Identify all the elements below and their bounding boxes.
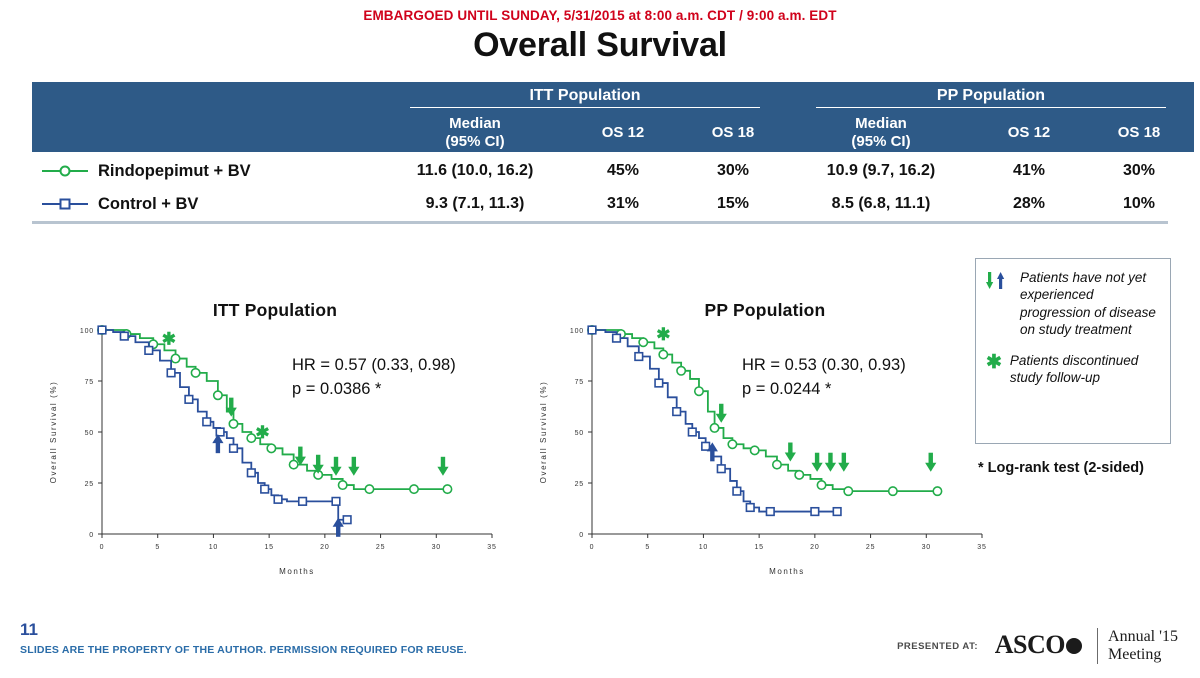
presented-at-label: PRESENTED AT: xyxy=(897,641,978,652)
chart-pp-title: PP Population xyxy=(704,300,826,320)
header-itt-population xyxy=(382,82,788,113)
row-label-text: Rindopepimut + BV xyxy=(98,161,251,180)
svg-text:30: 30 xyxy=(921,544,931,551)
svg-text:100: 100 xyxy=(79,328,94,335)
header-pp-os12: OS 12 xyxy=(974,113,1084,152)
svg-text:15: 15 xyxy=(754,544,764,551)
chart-itt-title: ITT Population xyxy=(212,300,338,320)
chart-pp-svg xyxy=(530,292,1000,592)
svg-text:✱: ✱ xyxy=(255,423,270,443)
svg-text:Months: Months xyxy=(279,567,315,576)
header-pp-os18: OS 18 xyxy=(1084,113,1194,152)
header-pp-median xyxy=(788,113,974,152)
svg-text:5: 5 xyxy=(155,544,161,551)
chart-pp-pvalue: p = 0.0244 * xyxy=(742,379,832,398)
svg-text:20: 20 xyxy=(810,544,820,551)
svg-text:25: 25 xyxy=(865,544,876,551)
row-label-control xyxy=(32,188,382,221)
annual-meeting-line2: Meeting xyxy=(1108,645,1162,663)
header-itt-median xyxy=(382,113,568,152)
svg-text:25: 25 xyxy=(574,481,584,488)
cell-itt-os18: 30% xyxy=(678,152,788,188)
cell-itt-os12: 45% xyxy=(568,152,678,188)
header-blank-2 xyxy=(32,113,382,152)
chart-pp-stats xyxy=(742,354,906,402)
annual-meeting-logo xyxy=(1097,628,1178,664)
legend-row-discontinued xyxy=(986,352,1160,387)
chart-itt-population xyxy=(40,292,510,592)
header-pp-label: PP Population xyxy=(936,87,1046,104)
table-row xyxy=(32,152,1194,188)
legend-marker-square-blue-icon xyxy=(42,196,88,212)
star-icon: ✱ xyxy=(986,352,1002,374)
svg-text:0: 0 xyxy=(89,532,94,539)
legend-text-progression: Patients have not yet experienced progression of disease on study treatment xyxy=(1020,270,1156,337)
header-itt-median-line2: (95% CI) xyxy=(445,132,505,150)
cell-pp-os18: 30% xyxy=(1084,152,1194,188)
legend-marker-circle-green-icon xyxy=(42,163,88,179)
header-blank xyxy=(32,82,382,113)
cell-pp-os12: 41% xyxy=(974,152,1084,188)
cell-pp-median: 10.9 (9.7, 16.2) xyxy=(788,152,974,188)
chart-itt-hr: HR = 0.57 (0.33, 0.98) xyxy=(292,356,456,374)
legend-row-progression xyxy=(986,269,1160,338)
os-summary-table xyxy=(32,82,1168,224)
cell-itt-median: 9.3 (7.1, 11.3) xyxy=(382,188,568,221)
svg-text:10: 10 xyxy=(208,544,219,551)
table-sub-header-row xyxy=(32,113,1194,152)
svg-text:Overall Survival (%): Overall Survival (%) xyxy=(539,380,548,484)
header-pp-median-line2: (95% CI) xyxy=(851,132,911,150)
svg-text:5: 5 xyxy=(645,544,651,551)
svg-text:✱: ✱ xyxy=(656,325,671,345)
globe-icon xyxy=(1066,638,1082,654)
slide-number: 11 xyxy=(20,620,38,639)
svg-text:30: 30 xyxy=(431,544,441,551)
header-itt-os12: OS 12 xyxy=(568,113,678,152)
svg-text:100: 100 xyxy=(569,328,584,335)
svg-text:35: 35 xyxy=(487,544,497,551)
table-bottom-divider xyxy=(32,221,1168,224)
cell-itt-os12: 31% xyxy=(568,188,678,221)
header-pp-population xyxy=(788,82,1194,113)
bottom-bar xyxy=(0,669,1200,678)
legend-text-discontinued: Patients discontinued study follow-up xyxy=(1009,353,1139,386)
rights-note: SLIDES ARE THE PROPERTY OF THE AUTHOR. PERMISSION REQUIRED FOR REUSE. xyxy=(20,644,467,656)
svg-text:75: 75 xyxy=(574,379,584,386)
asco-logo xyxy=(995,630,1082,660)
header-itt-os18: OS 18 xyxy=(678,113,788,152)
svg-text:25: 25 xyxy=(375,544,386,551)
symbol-legend-box xyxy=(975,258,1171,444)
arrow-pair-icon xyxy=(986,269,1012,296)
svg-text:50: 50 xyxy=(84,430,94,437)
chart-itt-stats xyxy=(292,354,456,402)
header-itt-median-line1: Median xyxy=(449,115,501,133)
svg-text:50: 50 xyxy=(574,430,584,437)
svg-text:25: 25 xyxy=(84,481,94,488)
header-itt-label: ITT Population xyxy=(529,87,641,104)
cell-itt-os18: 15% xyxy=(678,188,788,221)
header-pp-underline xyxy=(816,107,1165,108)
svg-text:20: 20 xyxy=(320,544,330,551)
cell-itt-median: 11.6 (10.0, 16.2) xyxy=(382,152,568,188)
cell-pp-os18: 10% xyxy=(1084,188,1194,221)
table-row xyxy=(32,188,1194,221)
svg-text:Overall Survival (%): Overall Survival (%) xyxy=(49,380,58,484)
svg-text:10: 10 xyxy=(698,544,709,551)
chart-itt-svg xyxy=(40,292,510,592)
chart-pp-population xyxy=(530,292,1000,592)
cell-pp-median: 8.5 (6.8, 11.1) xyxy=(788,188,974,221)
svg-text:35: 35 xyxy=(977,544,987,551)
chart-itt-pvalue: p = 0.0386 * xyxy=(292,379,382,398)
row-label-rindopepimut xyxy=(32,152,382,188)
svg-text:0: 0 xyxy=(589,544,595,551)
embargo-notice: EMBARGOED UNTIL SUNDAY, 5/31/2015 at 8:00 a.m. CDT / 9:00 a.m. EDT xyxy=(363,8,837,23)
svg-text:Months: Months xyxy=(769,567,805,576)
asco-wordmark: ASCO xyxy=(994,630,1065,659)
svg-text:0: 0 xyxy=(579,532,584,539)
row-label-text: Control + BV xyxy=(98,194,199,213)
svg-text:0: 0 xyxy=(99,544,105,551)
page-title: Overall Survival xyxy=(473,26,727,64)
table-group-header-row xyxy=(32,82,1194,113)
header-itt-underline xyxy=(410,107,759,108)
svg-text:75: 75 xyxy=(84,379,94,386)
cell-pp-os12: 28% xyxy=(974,188,1084,221)
svg-text:15: 15 xyxy=(264,544,274,551)
logrank-note: * Log-rank test (2-sided) xyxy=(978,460,1144,476)
svg-text:✱: ✱ xyxy=(161,329,176,349)
chart-pp-hr: HR = 0.53 (0.30, 0.93) xyxy=(742,356,906,374)
annual-meeting-line1: Annual '15 xyxy=(1108,628,1178,645)
header-pp-median-line1: Median xyxy=(855,115,907,133)
